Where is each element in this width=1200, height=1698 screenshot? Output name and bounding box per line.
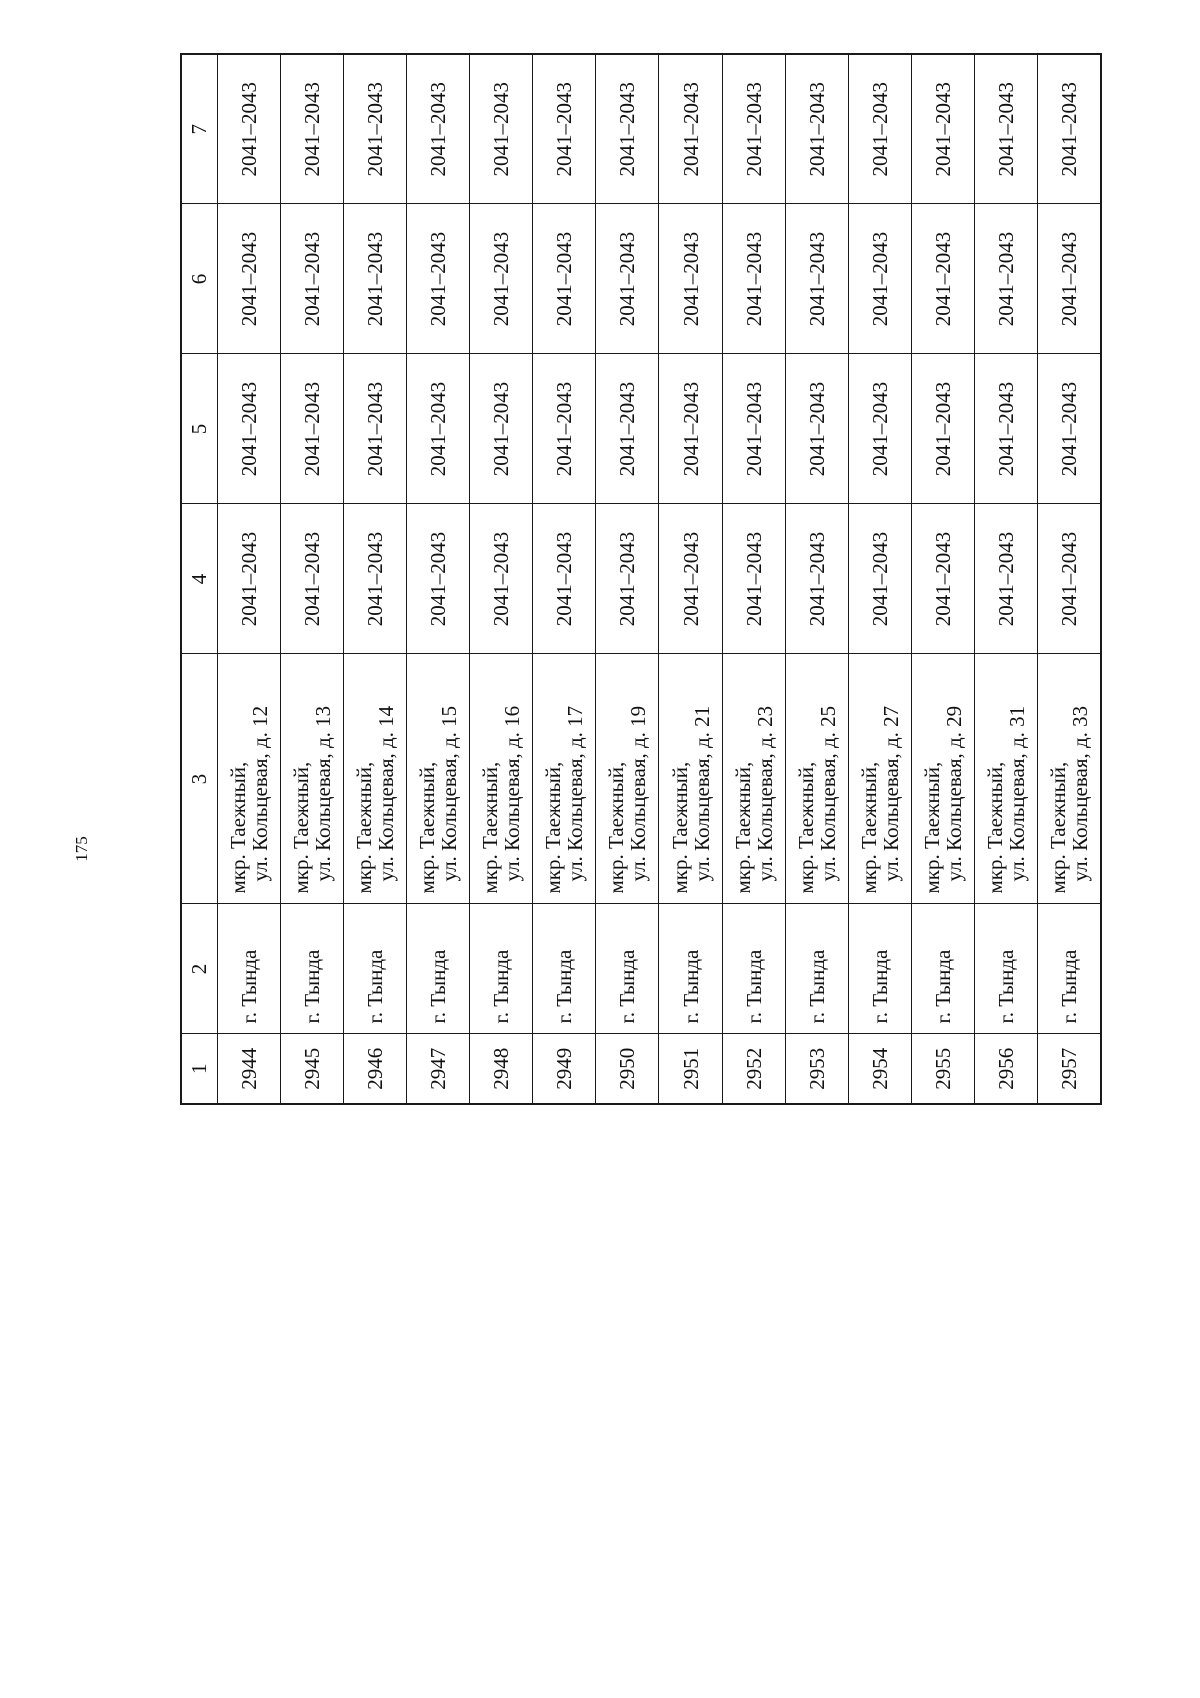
page-number: 175: [72, 836, 91, 862]
row-number: 2953: [785, 1034, 848, 1104]
table-row: [912, 54, 975, 1104]
row-col-4: 2041–2043: [596, 504, 659, 654]
row-col-4: 2041–2043: [912, 504, 975, 654]
row-col-5: 2041–2043: [533, 354, 596, 504]
row-number: 2956: [975, 1034, 1038, 1104]
row-col-5: 2041–2043: [722, 354, 785, 504]
row-number: 2947: [406, 1034, 469, 1104]
table-row: [722, 54, 785, 1104]
row-col-7: 2041–2043: [406, 54, 469, 204]
row-col-6: 2041–2043: [217, 204, 280, 354]
row-col-5: 2041–2043: [343, 354, 406, 504]
row-number: 2957: [1038, 1034, 1101, 1104]
table-row: [596, 54, 659, 1104]
address-line-2: ул. Кольцевая, д. 19: [626, 705, 651, 882]
row-city: г. Тында: [722, 904, 785, 1034]
address-line-2: ул. Кольцевая, д. 33: [1068, 705, 1093, 882]
row-col-5: 2041–2043: [406, 354, 469, 504]
row-number: 2954: [848, 1034, 911, 1104]
row-col-6: 2041–2043: [533, 204, 596, 354]
row-address: [1038, 654, 1101, 904]
table-row: [280, 54, 343, 1104]
table-row: [533, 54, 596, 1104]
row-col-6: 2041–2043: [406, 204, 469, 354]
address-line-1: мкр. Таежный,: [541, 761, 566, 894]
row-col-7: 2041–2043: [975, 54, 1038, 204]
row-address: [722, 654, 785, 904]
data-table: [180, 53, 1102, 1105]
table-container: [180, 55, 1100, 1105]
row-col-4: 2041–2043: [217, 504, 280, 654]
row-address: [280, 654, 343, 904]
row-col-7: 2041–2043: [1038, 54, 1101, 204]
row-col-5: 2041–2043: [596, 354, 659, 504]
table-row: [848, 54, 911, 1104]
row-col-4: 2041–2043: [785, 504, 848, 654]
address-line-1: мкр. Таежный,: [414, 761, 439, 894]
row-number: 2945: [280, 1034, 343, 1104]
row-col-4: 2041–2043: [722, 504, 785, 654]
row-city: г. Тында: [596, 904, 659, 1034]
row-col-4: 2041–2043: [533, 504, 596, 654]
table-row: [217, 54, 280, 1104]
row-col-4: 2041–2043: [659, 504, 722, 654]
row-col-4: 2041–2043: [343, 504, 406, 654]
address-line-2: ул. Кольцевая, д. 23: [752, 705, 777, 882]
row-city: г. Тында: [912, 904, 975, 1034]
row-col-7: 2041–2043: [722, 54, 785, 204]
row-city: г. Тында: [975, 904, 1038, 1034]
row-city: г. Тында: [280, 904, 343, 1034]
row-number: 2951: [659, 1034, 722, 1104]
column-header: 7: [181, 54, 217, 204]
row-address: [406, 654, 469, 904]
address-line-1: мкр. Таежный,: [225, 761, 250, 894]
address-line-2: ул. Кольцевая, д. 31: [1005, 705, 1030, 882]
column-header: 5: [181, 354, 217, 504]
table-row: [975, 54, 1038, 1104]
address-line-2: ул. Кольцевая, д. 15: [436, 705, 461, 882]
row-col-5: 2041–2043: [1038, 354, 1101, 504]
row-col-6: 2041–2043: [722, 204, 785, 354]
address-line-1: мкр. Таежный,: [856, 761, 881, 894]
row-city: г. Тында: [785, 904, 848, 1034]
row-address: [217, 654, 280, 904]
row-number: 2950: [596, 1034, 659, 1104]
row-col-6: 2041–2043: [1038, 204, 1101, 354]
row-col-5: 2041–2043: [785, 354, 848, 504]
row-col-5: 2041–2043: [848, 354, 911, 504]
row-col-4: 2041–2043: [848, 504, 911, 654]
address-line-1: мкр. Таежный,: [351, 761, 376, 894]
row-col-5: 2041–2043: [470, 354, 533, 504]
row-city: г. Тында: [659, 904, 722, 1034]
row-address: [533, 654, 596, 904]
address-line-2: ул. Кольцевая, д. 21: [689, 705, 714, 882]
row-col-4: 2041–2043: [280, 504, 343, 654]
row-col-6: 2041–2043: [975, 204, 1038, 354]
row-address: [785, 654, 848, 904]
address-line-2: ул. Кольцевая, д. 27: [878, 705, 903, 882]
table-row: [343, 54, 406, 1104]
table-row: [470, 54, 533, 1104]
address-line-2: ул. Кольцевая, д. 17: [563, 705, 588, 882]
row-address: [975, 654, 1038, 904]
column-header: 2: [181, 904, 217, 1034]
column-header: 4: [181, 504, 217, 654]
address-line-2: ул. Кольцевая, д. 25: [815, 705, 840, 882]
row-number: 2952: [722, 1034, 785, 1104]
address-line-1: мкр. Таежный,: [730, 761, 755, 894]
row-address: [343, 654, 406, 904]
row-col-7: 2041–2043: [280, 54, 343, 204]
row-col-7: 2041–2043: [785, 54, 848, 204]
row-col-6: 2041–2043: [280, 204, 343, 354]
row-col-5: 2041–2043: [217, 354, 280, 504]
address-line-1: мкр. Таежный,: [288, 761, 313, 894]
address-line-2: ул. Кольцевая, д. 16: [500, 705, 525, 882]
row-address: [659, 654, 722, 904]
row-col-7: 2041–2043: [470, 54, 533, 204]
row-number: 2955: [912, 1034, 975, 1104]
row-address: [596, 654, 659, 904]
row-city: г. Тында: [470, 904, 533, 1034]
table-row: [406, 54, 469, 1104]
table-row: [785, 54, 848, 1104]
row-number: 2948: [470, 1034, 533, 1104]
address-line-2: ул. Кольцевая, д. 29: [942, 705, 967, 882]
row-number: 2944: [217, 1034, 280, 1104]
column-header: 6: [181, 204, 217, 354]
row-col-6: 2041–2043: [785, 204, 848, 354]
row-col-7: 2041–2043: [596, 54, 659, 204]
address-line-1: мкр. Таежный,: [1046, 761, 1071, 894]
row-city: г. Тында: [406, 904, 469, 1034]
row-col-4: 2041–2043: [406, 504, 469, 654]
row-city: г. Тында: [343, 904, 406, 1034]
table-row: [659, 54, 722, 1104]
address-line-1: мкр. Таежный,: [604, 761, 629, 894]
address-line-1: мкр. Таежный,: [983, 761, 1008, 894]
row-col-7: 2041–2043: [848, 54, 911, 204]
row-col-7: 2041–2043: [912, 54, 975, 204]
row-col-4: 2041–2043: [470, 504, 533, 654]
row-number: 2946: [343, 1034, 406, 1104]
row-col-6: 2041–2043: [470, 204, 533, 354]
row-col-5: 2041–2043: [912, 354, 975, 504]
row-col-6: 2041–2043: [848, 204, 911, 354]
row-col-6: 2041–2043: [659, 204, 722, 354]
row-address: [848, 654, 911, 904]
row-col-7: 2041–2043: [343, 54, 406, 204]
row-address: [912, 654, 975, 904]
row-city: г. Тында: [848, 904, 911, 1034]
address-line-2: ул. Кольцевая, д. 12: [247, 705, 272, 882]
row-col-6: 2041–2043: [343, 204, 406, 354]
row-col-6: 2041–2043: [912, 204, 975, 354]
address-line-1: мкр. Таежный,: [667, 761, 692, 894]
row-address: [470, 654, 533, 904]
row-col-7: 2041–2043: [659, 54, 722, 204]
address-line-2: ул. Кольцевая, д. 14: [373, 705, 398, 882]
row-col-4: 2041–2043: [975, 504, 1038, 654]
row-col-5: 2041–2043: [659, 354, 722, 504]
row-col-7: 2041–2043: [533, 54, 596, 204]
address-line-1: мкр. Таежный,: [478, 761, 503, 894]
address-line-1: мкр. Таежный,: [920, 761, 945, 894]
row-number: 2949: [533, 1034, 596, 1104]
table-header-row: [181, 54, 217, 1104]
table-row: [1038, 54, 1101, 1104]
row-col-5: 2041–2043: [280, 354, 343, 504]
row-col-7: 2041–2043: [217, 54, 280, 204]
row-col-5: 2041–2043: [975, 354, 1038, 504]
address-line-2: ул. Кольцевая, д. 13: [310, 705, 335, 882]
address-line-1: мкр. Таежный,: [793, 761, 818, 894]
column-header: 1: [181, 1034, 217, 1104]
row-col-4: 2041–2043: [1038, 504, 1101, 654]
row-city: г. Тында: [533, 904, 596, 1034]
row-city: г. Тында: [1038, 904, 1101, 1034]
column-header: 3: [181, 654, 217, 904]
row-col-6: 2041–2043: [596, 204, 659, 354]
row-city: г. Тында: [217, 904, 280, 1034]
